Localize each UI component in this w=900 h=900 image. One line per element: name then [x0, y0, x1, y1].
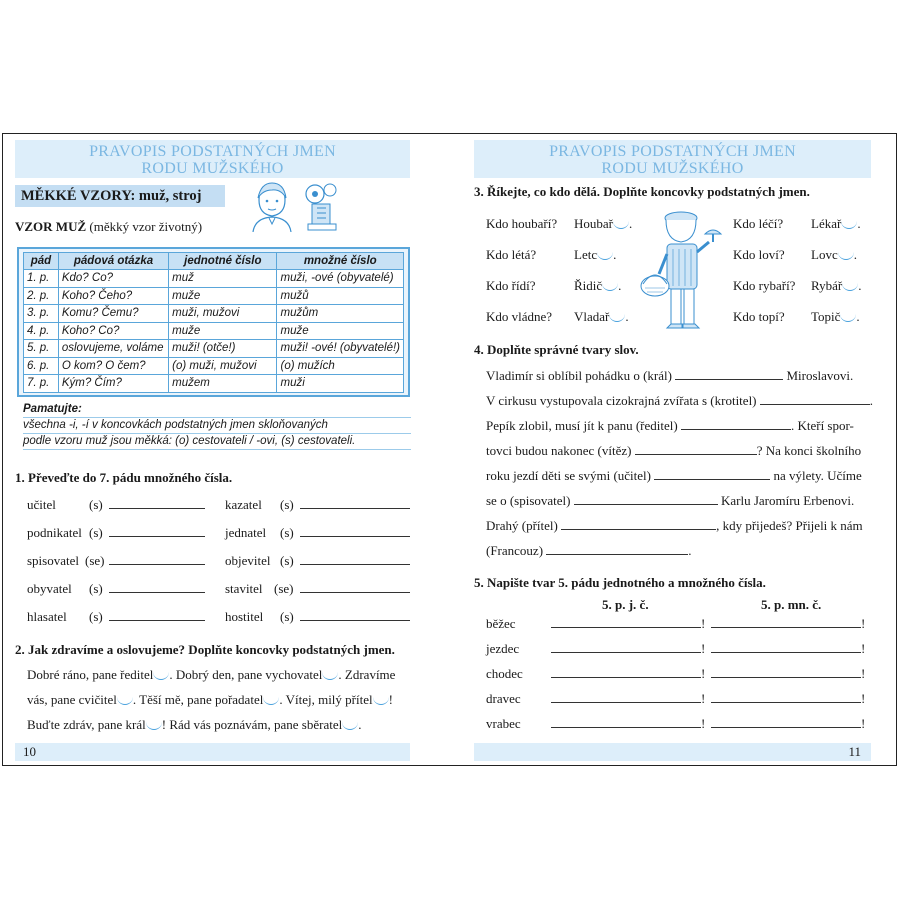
- exercise-item: dravec ! !: [486, 691, 866, 706]
- task-2-text: [27, 662, 419, 737]
- table-cell: muže: [277, 322, 404, 340]
- exercise-item: [225, 497, 410, 513]
- exercise-item: Kdo vládne? Vladař .: [486, 309, 629, 324]
- right-page: [458, 134, 898, 765]
- exercise-item: chodec ! !: [486, 666, 866, 681]
- fill-blank[interactable]: [342, 721, 358, 730]
- exercise-item: Kdo řídí? Řidič .: [486, 278, 622, 293]
- task-4-title: 4. Doplňte správné tvary slov.: [474, 342, 639, 357]
- table-cell: Koho? Co?: [58, 322, 168, 340]
- exercise-word: hostitel: [225, 609, 264, 624]
- fill-blank[interactable]: [841, 220, 857, 229]
- exercise-prep: (se): [274, 581, 294, 596]
- table-cell: mužem: [169, 375, 277, 393]
- exercise-item: [225, 525, 410, 541]
- vzor-name: VZOR MUŽ: [15, 219, 87, 234]
- table-cell: Komu? Čemu?: [58, 305, 168, 323]
- answer-blank[interactable]: [300, 564, 410, 565]
- table-cell: oslovujeme, voláme: [58, 340, 168, 358]
- exercise-prep: (s): [280, 497, 294, 512]
- page-number: 10: [23, 744, 36, 759]
- exercise-item: jezdec ! !: [486, 641, 866, 656]
- table-cell: muži! -ové! (obyvatelé!): [277, 340, 404, 358]
- table-cell: mužů: [277, 287, 404, 305]
- exercise-item: Kdo léčí? Lékař .: [733, 216, 861, 231]
- fill-blank[interactable]: [602, 282, 618, 291]
- title-line-1: PRAVOPIS PODSTATNÝCH JMEN: [549, 143, 796, 160]
- exercise-item: vrabec ! !: [486, 716, 866, 731]
- exercise-item: Kdo loví? Lovc .: [733, 247, 857, 262]
- answer-blank[interactable]: [711, 702, 861, 703]
- answer-blank[interactable]: [635, 454, 757, 455]
- task-2-line: vás, pane cvičitel . Těší mě, pane pořadatel . Vítej, milý přítel !: [27, 692, 393, 707]
- task-4-line: Pepík zlobil, musí jít k panu (ředitel) . Kteří spor-: [486, 418, 854, 433]
- answer-blank[interactable]: [551, 702, 701, 703]
- fill-blank[interactable]: [840, 313, 856, 322]
- declension-table: [23, 252, 404, 393]
- table-cell: muži! (otče!): [169, 340, 277, 358]
- exercise-item: Kdo topí? Topič .: [733, 309, 860, 324]
- exercise-prep: (s): [89, 497, 103, 512]
- exercise-item: Kdo létá? Letc .: [486, 247, 617, 262]
- title-band: [474, 140, 871, 178]
- exercise-item: [27, 581, 205, 597]
- pamatujte-line: podle vzoru muž jsou měkká: (o) cestovateli / -ovi, (s) cestovateli.: [23, 434, 411, 450]
- table-cell: Koho? Čeho?: [58, 287, 168, 305]
- answer-blank[interactable]: [711, 627, 861, 628]
- answer-blank[interactable]: [109, 592, 205, 593]
- pamatujte-note: [23, 402, 411, 450]
- column-header-plural: 5. p. mn. č.: [761, 597, 822, 612]
- table-cell: muže: [169, 287, 277, 305]
- table-cell: muž: [169, 270, 277, 288]
- exercise-word: objevitel: [225, 553, 271, 568]
- task-4-line: Drahý (přítel) , kdy přijedeš? Přijeli k nám: [486, 518, 863, 533]
- answer-blank[interactable]: [109, 536, 205, 537]
- title-band: [15, 140, 410, 178]
- answer-blank[interactable]: [546, 554, 688, 555]
- table-cell: mužům: [277, 305, 404, 323]
- column-header-singular: 5. p. j. č.: [602, 597, 649, 612]
- task-4-line: (Francouz) .: [486, 543, 692, 558]
- answer-blank[interactable]: [711, 727, 861, 728]
- table-header: množné číslo: [277, 253, 404, 270]
- pamatujte-line: všechna -i, -í v koncovkách podstatných jmen skloňovaných: [23, 418, 411, 434]
- table-cell: Kým? Čím?: [58, 375, 168, 393]
- exercise-prep: (s): [89, 609, 103, 624]
- task-4-text: [486, 363, 874, 563]
- table-cell: Kdo? Co?: [58, 270, 168, 288]
- answer-blank[interactable]: [561, 529, 716, 530]
- task-3-title: 3. Říkejte, co kdo dělá. Doplňte koncovky podstatných jmen.: [474, 184, 810, 199]
- answer-blank[interactable]: [551, 727, 701, 728]
- vzor-note: (měkký vzor životný): [86, 219, 203, 234]
- answer-blank[interactable]: [300, 536, 410, 537]
- table-cell: 5. p.: [24, 340, 59, 358]
- task-4-line: roku jezdí děti se svými (učitel) na výlety. Učíme: [486, 468, 862, 483]
- fill-blank[interactable]: [597, 251, 613, 260]
- exercise-word: hlasatel: [27, 609, 67, 624]
- task-5-title: 5. Napište tvar 5. pádu jednotného a množného čísla.: [474, 575, 766, 590]
- exercise-item: Kdo houbaří? Houbař .: [486, 216, 633, 231]
- table-cell: muži, mužovi: [169, 305, 277, 323]
- exercise-item: [225, 609, 410, 625]
- table-row: [24, 287, 404, 305]
- book-spread: [2, 133, 897, 766]
- answer-blank[interactable]: [300, 620, 410, 621]
- vzor-label: [15, 219, 202, 235]
- table-cell: 1. p.: [24, 270, 59, 288]
- table-row: [24, 322, 404, 340]
- machine-illustration: [300, 180, 344, 232]
- page-number: 11: [848, 744, 861, 759]
- answer-blank[interactable]: [675, 379, 783, 380]
- exercise-prep: (s): [280, 553, 294, 568]
- table-cell: (o) mužích: [277, 357, 404, 375]
- table-header: pádová otázka: [58, 253, 168, 270]
- table-row: [24, 305, 404, 323]
- left-page: [3, 134, 443, 765]
- page-footer: [15, 743, 410, 761]
- table-row: [24, 357, 404, 375]
- exercise-word: kazatel: [225, 497, 262, 512]
- exercise-item: běžec ! !: [486, 616, 866, 631]
- exercise-item: [27, 609, 205, 625]
- table-header: pád: [24, 253, 59, 270]
- fill-blank[interactable]: [117, 696, 133, 705]
- exercise-prep: (s): [280, 609, 294, 624]
- table-cell: muže: [169, 322, 277, 340]
- exercise-prep: (s): [89, 581, 103, 596]
- pamatujte-title: Pamatujte:: [23, 402, 411, 418]
- exercise-item: [27, 497, 205, 513]
- page-footer: [474, 743, 871, 761]
- task-4-line: tovci budou nakonec (vítěz) ? Na konci školního: [486, 443, 862, 458]
- table-row: [24, 270, 404, 288]
- exercise-word: obyvatel: [27, 581, 72, 596]
- table-cell: 7. p.: [24, 375, 59, 393]
- table-cell: 6. p.: [24, 357, 59, 375]
- exercise-item: [225, 581, 410, 597]
- fill-blank[interactable]: [609, 313, 625, 322]
- answer-blank[interactable]: [551, 677, 701, 678]
- exercise-item: Kdo rybaří? Rybář .: [733, 278, 862, 293]
- declension-table-box: [17, 247, 410, 397]
- title-line-2: RODU MUŽSKÉHO: [141, 160, 284, 177]
- fill-blank[interactable]: [613, 220, 629, 229]
- answer-blank[interactable]: [109, 508, 205, 509]
- table-row: [24, 340, 404, 358]
- exercise-item: [27, 553, 205, 569]
- boy-portrait-illustration: [247, 180, 297, 232]
- table-cell: (o) muži, mužovi: [169, 357, 277, 375]
- answer-blank[interactable]: [300, 592, 410, 593]
- fill-blank[interactable]: [373, 696, 389, 705]
- answer-blank[interactable]: [654, 479, 770, 480]
- exercise-word: jednatel: [225, 525, 267, 540]
- exercise-word: učitel: [27, 497, 56, 512]
- answer-blank[interactable]: [711, 677, 861, 678]
- exercise-word: spisovatel: [27, 553, 79, 568]
- answer-blank[interactable]: [551, 627, 701, 628]
- task-4-line: se o (spisovatel) Karlu Jaromíru Erbenovi.: [486, 493, 855, 508]
- title-line-1: PRAVOPIS PODSTATNÝCH JMEN: [89, 143, 336, 160]
- boy-with-mushroom-basket-illustration: [633, 204, 733, 334]
- answer-blank[interactable]: [681, 429, 791, 430]
- task-2-line: Dobré ráno, pane ředitel . Dobrý den, pane vychovatel . Zdravíme: [27, 667, 396, 682]
- table-cell: 4. p.: [24, 322, 59, 340]
- exercise-word: podnikatel: [27, 525, 82, 540]
- exercise-prep: (s): [89, 525, 103, 540]
- exercise-item: [225, 553, 410, 569]
- title-line-2: RODU MUŽSKÉHO: [601, 160, 744, 177]
- fill-blank[interactable]: [322, 671, 338, 680]
- task-4-line: V cirkusu vystupovala cizokrajná zvířata s (krotitel) .: [486, 393, 874, 408]
- answer-blank[interactable]: [300, 508, 410, 509]
- table-row: [24, 375, 404, 393]
- fill-blank[interactable]: [263, 696, 279, 705]
- exercise-item: [27, 525, 205, 541]
- fill-blank[interactable]: [146, 721, 162, 730]
- answer-blank[interactable]: [109, 620, 205, 621]
- exercise-word: stavitel: [225, 581, 263, 596]
- answer-blank[interactable]: [574, 504, 718, 505]
- answer-blank[interactable]: [760, 404, 870, 405]
- table-cell: O kom? O čem?: [58, 357, 168, 375]
- fill-blank[interactable]: [153, 671, 169, 680]
- task-4-line: Vladimír si oblíbil pohádku o (král) Miroslavovi.: [486, 368, 854, 383]
- task-2-line: Buďte zdráv, pane král ! Rád vás poznávám, pane sběratel .: [27, 717, 362, 732]
- table-header: jednotné číslo: [169, 253, 277, 270]
- table-cell: muži: [277, 375, 404, 393]
- fill-blank[interactable]: [842, 282, 858, 291]
- table-cell: muži, -ové (obyvatelé): [277, 270, 404, 288]
- section-heading: MĚKKÉ VZORY: muž, stroj: [15, 185, 225, 207]
- answer-blank[interactable]: [551, 652, 701, 653]
- table-cell: 3. p.: [24, 305, 59, 323]
- task-1-title: 1. Převeďte do 7. pádu množného čísla.: [15, 470, 233, 485]
- answer-blank[interactable]: [109, 564, 205, 565]
- answer-blank[interactable]: [711, 652, 861, 653]
- fill-blank[interactable]: [838, 251, 854, 260]
- exercise-prep: (s): [280, 525, 294, 540]
- task-2-title: 2. Jak zdravíme a oslovujeme? Doplňte koncovky podstatných jmen.: [15, 642, 395, 657]
- exercise-prep: (se): [85, 553, 105, 568]
- table-cell: 2. p.: [24, 287, 59, 305]
